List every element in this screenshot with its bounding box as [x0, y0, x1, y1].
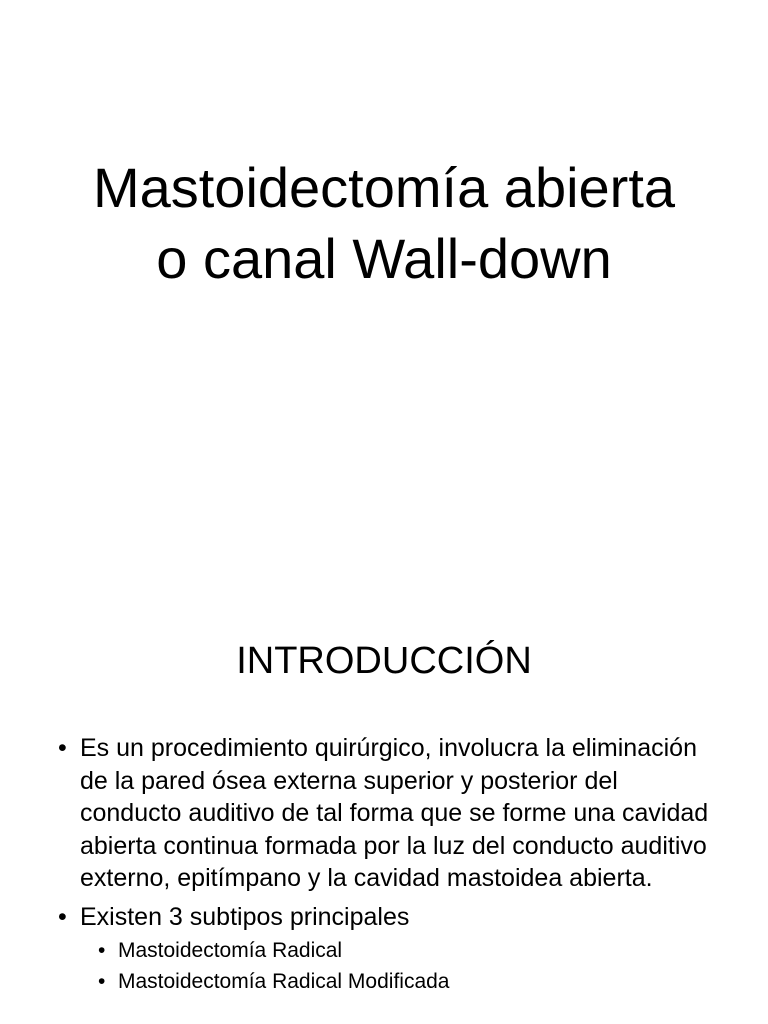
slide-title-line-2: o canal Wall-down — [156, 227, 612, 290]
section-heading: INTRODUCCIÓN — [236, 640, 532, 682]
bullet-icon: • — [58, 734, 67, 762]
sub-bullet-text: Mastoidectomía Radical — [118, 939, 343, 962]
bullet-icon: • — [98, 970, 106, 993]
bullet-text: Existen 3 subtipos principales — [80, 902, 410, 931]
sub-bullet-item — [98, 935, 718, 966]
sub-bullet-list — [80, 935, 718, 997]
content-slide — [0, 576, 768, 1024]
sub-bullet-text: Mastoidectomía Radical Modificada — [118, 970, 450, 993]
bullet-item — [58, 901, 718, 998]
sub-bullet-item — [98, 966, 718, 997]
bullet-icon: • — [58, 902, 67, 931]
bullet-text: Es un procedimiento quirúrgico, involucra la eliminación de la pared ósea externa superior y posterior del conducto auditivo de tal forma que se forme una cavidad abierta continua formada por la luz del conducto auditivo externo, epitímpano y la cavidad mastoidea abierta. — [80, 734, 709, 892]
bullet-list — [58, 732, 718, 1003]
bullet-item — [58, 732, 718, 895]
slide-title-line-1: Mastoidectomía abierta — [92, 156, 676, 219]
slide-title — [0, 152, 768, 294]
bullet-icon: • — [98, 939, 106, 962]
